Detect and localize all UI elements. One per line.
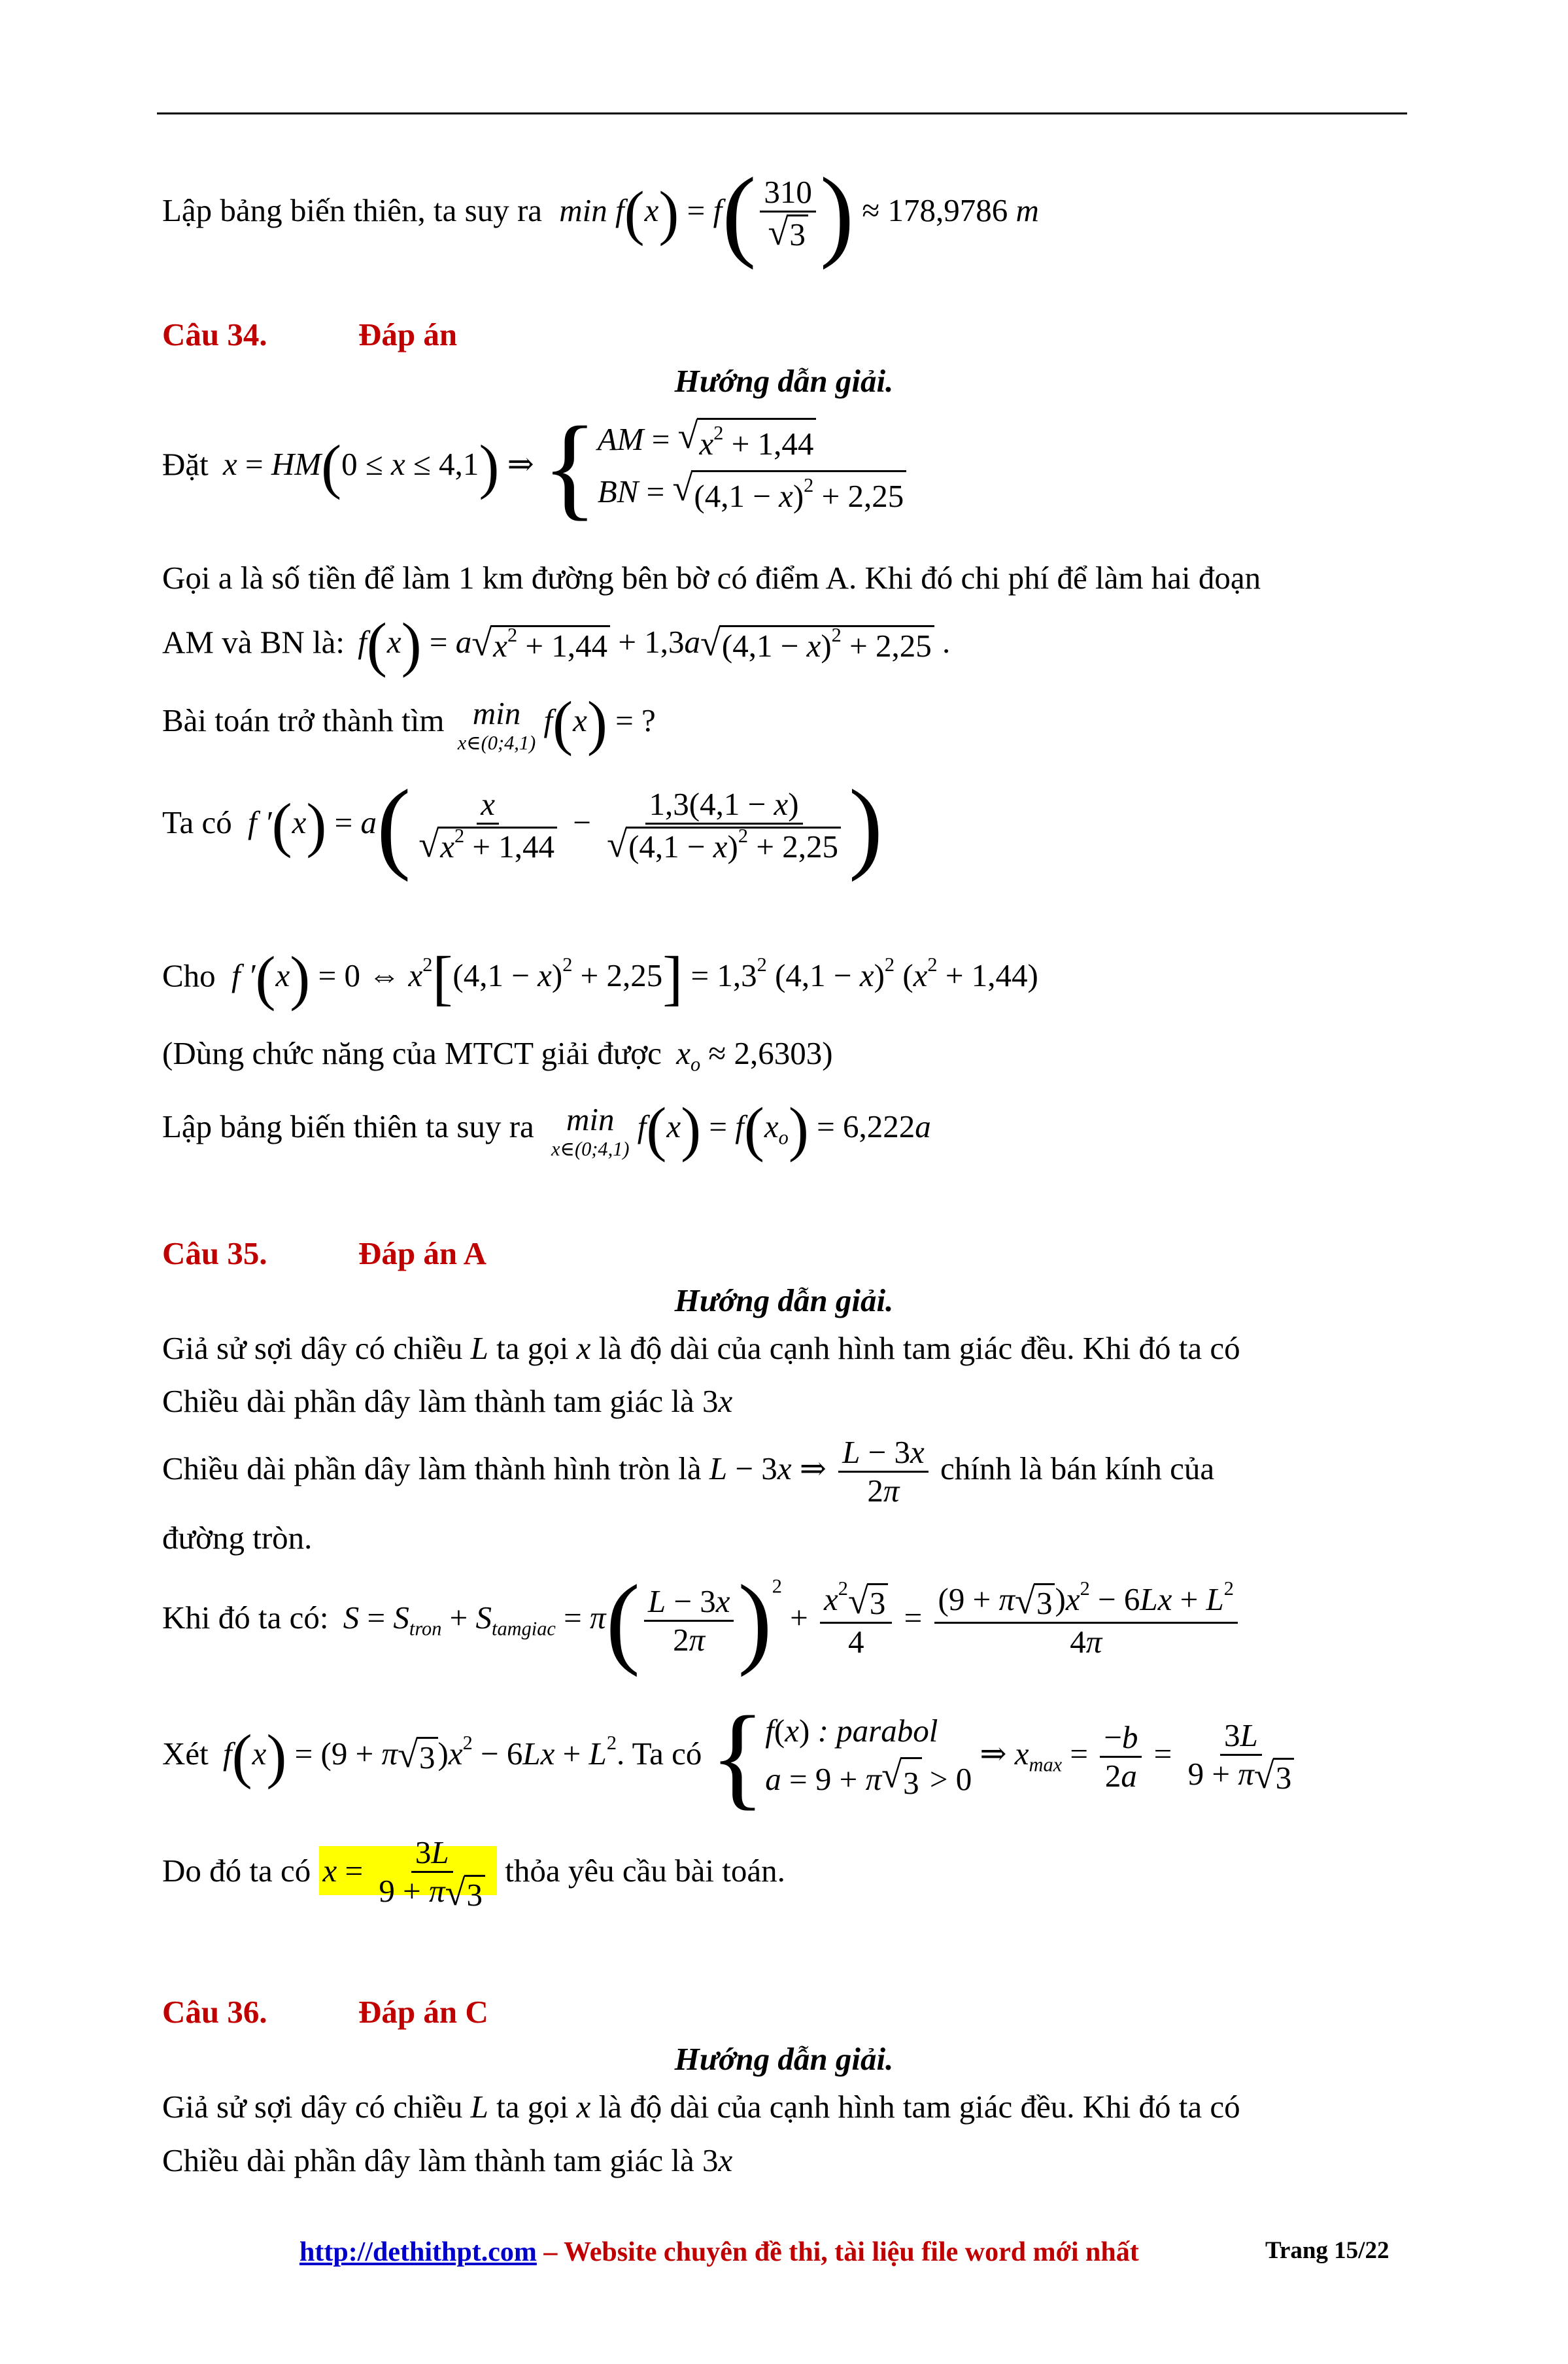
line-min-result: Lập bảng biến thiên, ta suy ra min f(x) = f( 310 √ 3 ) ≈ 178,9786 m	[162, 156, 1039, 270]
q36-line-2: Chiều dài phần dây làm thành tam giác là 3x	[162, 2142, 733, 2178]
q34-substitution: Đặt x = HM(0 ≤ x ≤ 4,1) ⇒ { AM = √ $x^2 + 1,44$ BN = √ $(4,1 - x)^2 + 2,25$	[162, 415, 906, 520]
q35-line-3: Chiều dài phần dây làm thành hình tròn là L − 3x ⇒ $\frac{L - 3x}{2\pi}$ chính là bán kính của	[162, 1434, 1215, 1509]
question-36-answer: Đáp án C	[358, 1994, 488, 2030]
q34-cho: Cho f ′(x) = 0 ⇔ $x^2[(4,1 - x)^2 + 2,25] = 1,3^2$ $(4,1 - x)^2$ $(x^2 + 1,44)$	[162, 945, 1038, 1012]
fraction-numerator: 310	[760, 174, 816, 213]
question-35-guide: Hướng dẫn giải.	[674, 1282, 894, 1318]
q35-line-4: đường tròn.	[162, 1520, 313, 1556]
q35-line-2: Chiều dài phần dây làm thành tam giác là 3x	[162, 1383, 733, 1419]
page-number: Trang 15/22	[1265, 2237, 1389, 2264]
footer-text: – Website chuyên đề thi, tài liệu file word mới nhất	[536, 2237, 1139, 2267]
q35-line-1: Giả sử sợi dây có chiều L ta gọi x là độ dài của cạnh hình tam giác đều. Khi đó ta có	[162, 1330, 1240, 1366]
q35-area: Khi đó ta có: $S = S_{tron} + S_{tamgiac} = \pi$( $\frac{L - 3x}{2\pi}$ )$^2$ + $x^2$ √ 3 4 = (9 + π √ 3 )$x^2 - 6Lx + L^2$ 4π	[162, 1581, 1242, 1661]
q35-conclusion: Do đó ta có x = 3L 9 + π √ 3 thỏa yêu cầu bài toán.	[162, 1834, 785, 1914]
highlighted-answer: x = 3L 9 + π √ 3	[319, 1846, 498, 1895]
question-35-label: Câu 35.	[162, 1235, 267, 1271]
q34-mtct: (Dùng chức năng của MTCT giải được $x_o \approx 2,6303$)	[162, 1035, 833, 1076]
question-34-answer: Đáp án	[358, 317, 458, 352]
q34-result: Lập bảng biến thiên ta suy ra min x∈(0;4,1) $f(x) = f(x_o) = 6,222a$	[162, 1095, 931, 1163]
q34-paragraph-1b: AM và BN là: f(x) = a √ $x^2 + 1,44$ + 1,3a √ $(4,1 - x)^2 + 2,25$ .	[162, 611, 951, 679]
question-36-guide: Hướng dẫn giải.	[674, 2041, 894, 2077]
footer	[299, 2231, 1139, 2270]
q36-line-1: Giả sử sợi dây có chiều L ta gọi x là độ dài của cạnh hình tam giác đều. Khi đó ta có	[162, 2089, 1240, 2125]
question-34-guide: Hướng dẫn giải.	[674, 363, 894, 399]
q34-paragraph-2: Bài toán trở thành tìm min x∈(0;4,1) f(x) = ?	[162, 689, 656, 757]
question-36-label: Câu 36.	[162, 1994, 267, 2030]
q34-derivative: Ta có f ′(x) = a( x √ $x^2 + 1,44$ − 1,3(4,1 − x) √ $(4,1 - x)^2 + 2,25$ )	[162, 768, 883, 882]
q35-xet: Xét f(x) = (9 + π √ 3 )$x^2 - 6Lx + L^2$. Ta có { f(x) : parabol a = 9 + π √ 3 > 0 ⇒ $x_{max}$ = $\frac{-b}{2a}$ = 3L 9 + π √ 3	[162, 1707, 1302, 1807]
header-rule	[157, 112, 1407, 114]
footer-link[interactable]: http://dethithpt.com	[299, 2237, 537, 2267]
question-34-label: Câu 34.	[162, 317, 267, 352]
question-35-answer: Đáp án A	[358, 1235, 487, 1271]
q34-paragraph-1a: Gọi a là số tiền để làm 1 km đường bên bờ có điểm A. Khi đó chi phí để làm hai đoạn	[162, 560, 1261, 596]
